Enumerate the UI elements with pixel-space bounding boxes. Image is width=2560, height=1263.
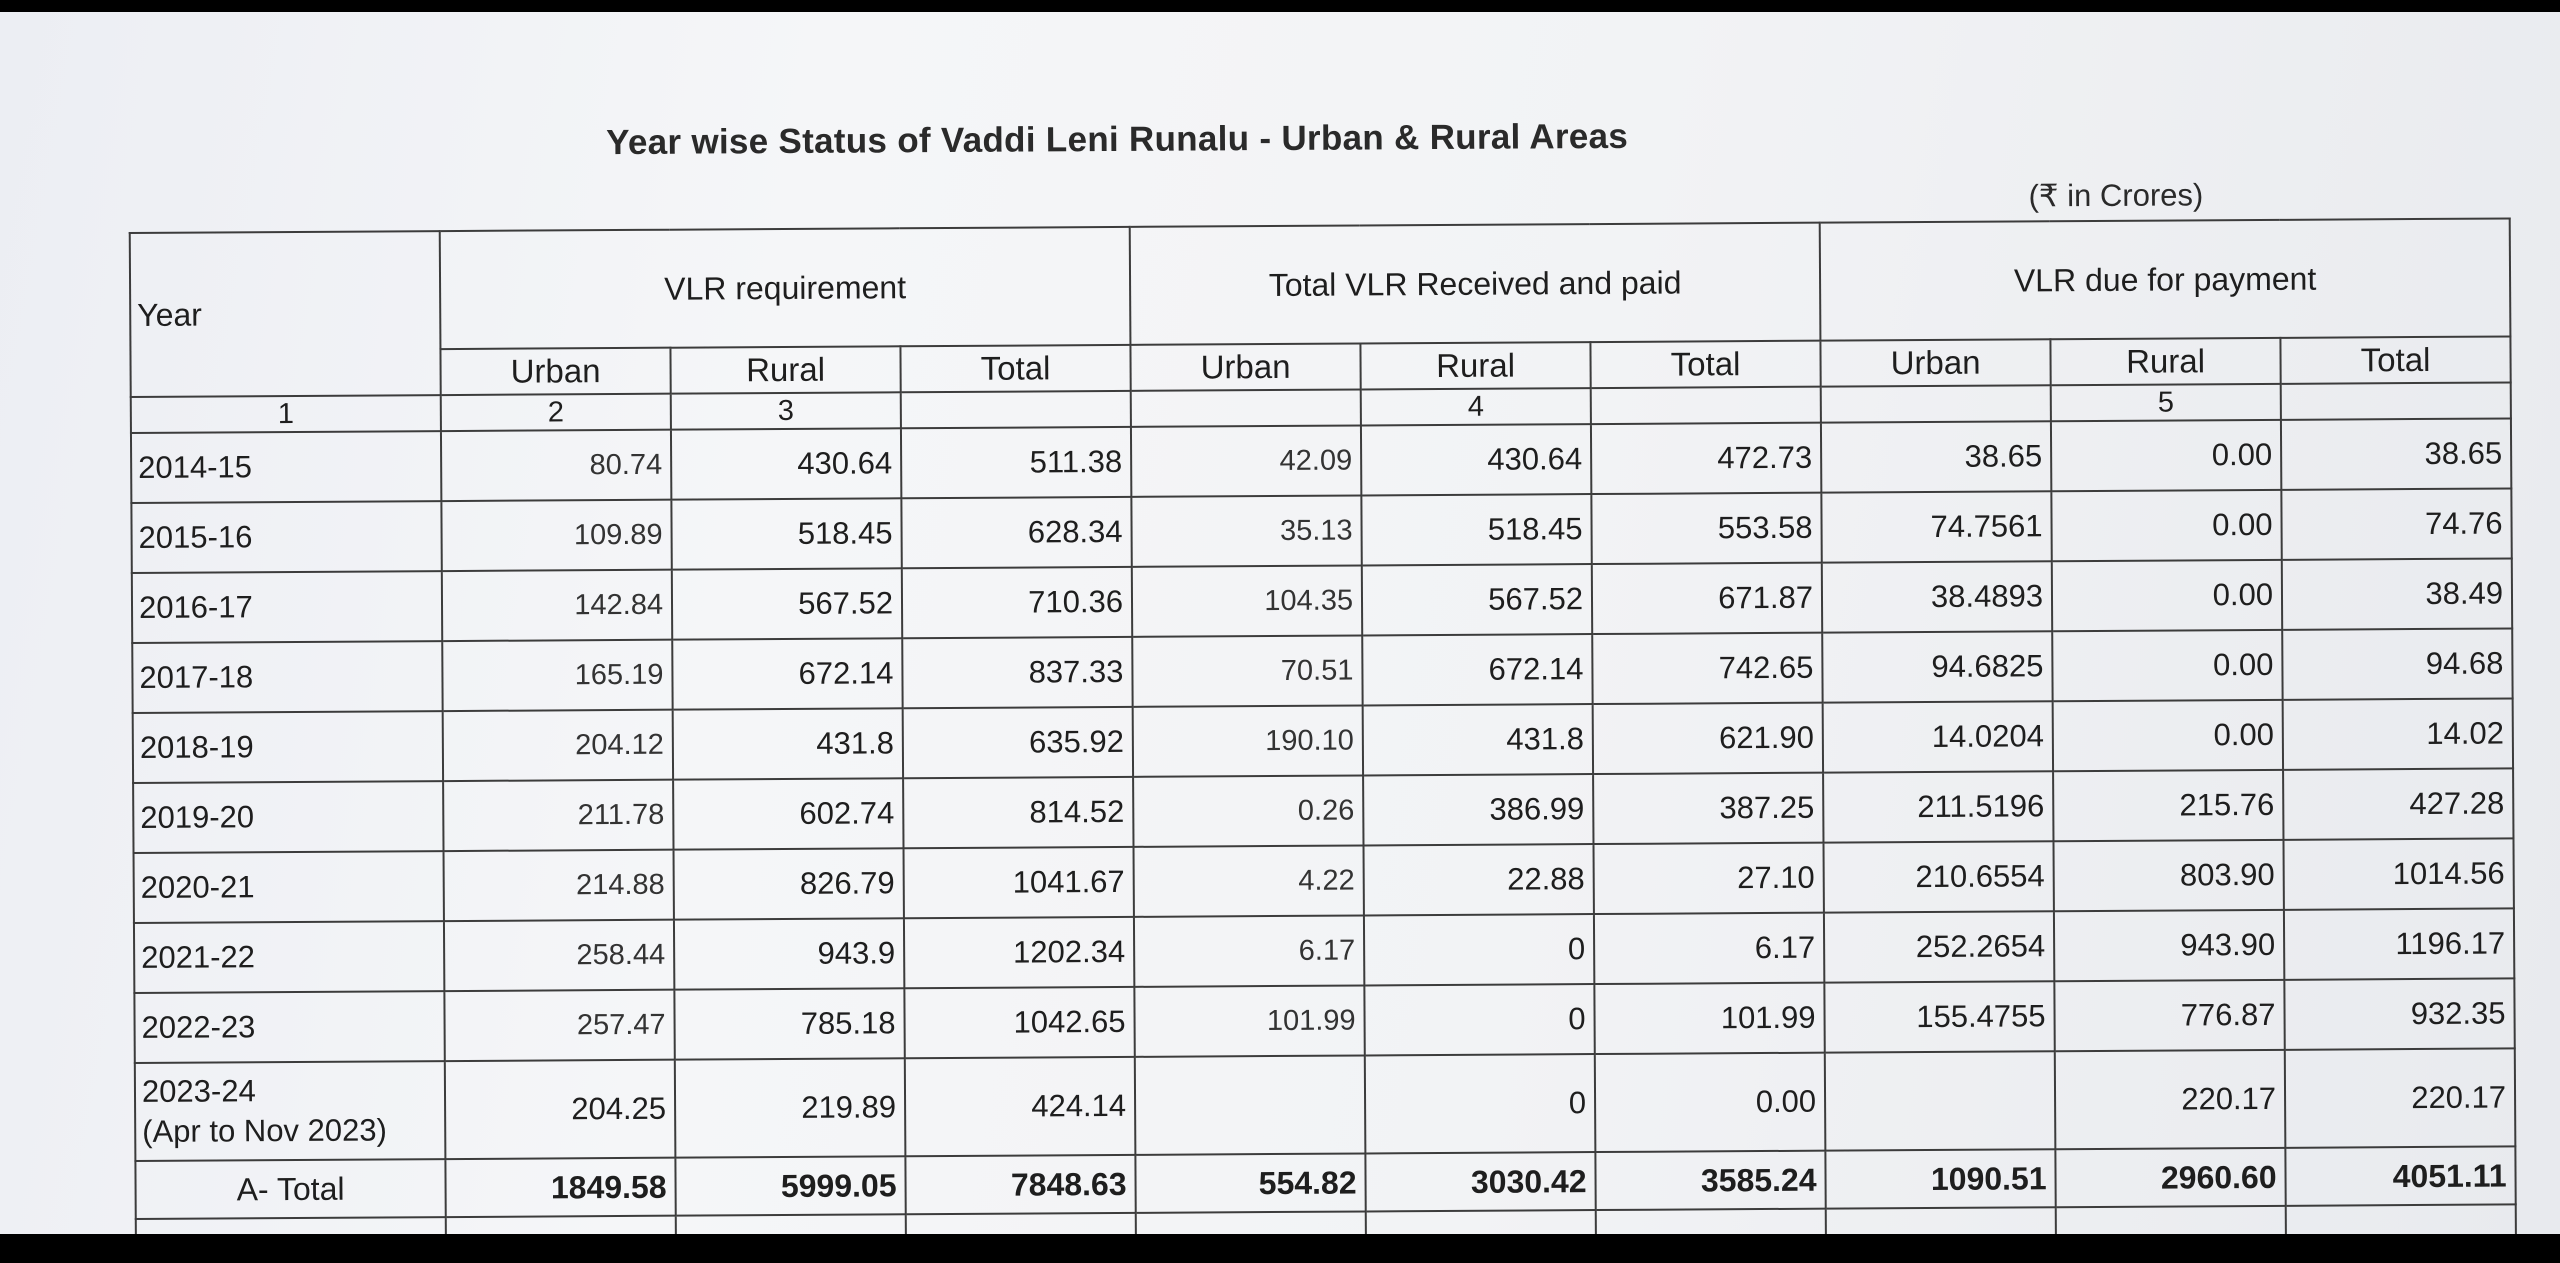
value-cell: 518.45 [1361, 494, 1591, 565]
sub-header-cell: Total [1590, 341, 1820, 388]
value-cell: 671.87 [1592, 563, 1822, 634]
column-number: 1 [131, 395, 441, 433]
value-cell: 567.52 [672, 568, 902, 639]
year-period: (Apr to Nov 2023) [142, 1112, 388, 1149]
empty-cell [1826, 1207, 2056, 1234]
value-cell: 14.02 [2283, 698, 2513, 769]
value-cell: 74.7561 [1821, 491, 2051, 562]
value-cell: 80.74 [441, 430, 671, 501]
year-cell: 2017-18 [132, 641, 442, 713]
sub-header-cell: Total [900, 345, 1130, 392]
value-cell: 6.17 [1594, 913, 1824, 984]
value-cell: 70.51 [1132, 635, 1362, 706]
value-cell: 101.99 [1134, 985, 1364, 1056]
value-cell: 215.76 [2053, 770, 2283, 841]
value-cell: 252.2654 [1824, 911, 2054, 982]
value-cell: 204.25 [445, 1060, 676, 1159]
value-cell: 0.00 [2051, 490, 2281, 561]
value-cell: 257.47 [444, 990, 674, 1061]
group-header-due: VLR due for payment [1820, 218, 2511, 340]
value-cell: 0 [1364, 984, 1594, 1055]
value-cell: 74.76 [2281, 488, 2511, 559]
year-label: 2023-24 [141, 1073, 256, 1109]
value-cell: 776.87 [2054, 980, 2284, 1051]
value-cell: 109.89 [441, 500, 671, 571]
total-cell: 1090.51 [1825, 1149, 2055, 1208]
value-cell: 155.4755 [1824, 981, 2054, 1052]
column-number: 2 [441, 394, 671, 431]
value-cell: 1042.65 [904, 987, 1134, 1058]
empty-cell [136, 1217, 446, 1234]
document-page [0, 12, 2560, 1234]
column-number-empty [1131, 389, 1361, 426]
total-cell: 4051.11 [2285, 1146, 2515, 1205]
value-cell: 567.52 [1362, 564, 1592, 635]
empty-cell [1366, 1210, 1596, 1234]
value-cell: 0 [1364, 914, 1594, 985]
value-cell: 142.84 [442, 570, 672, 641]
column-number-empty [901, 391, 1131, 428]
value-cell: 785.18 [674, 988, 904, 1059]
value-cell: 430.64 [671, 428, 901, 499]
sub-header-cell: Urban [1820, 339, 2050, 386]
total-cell: 2960.60 [2055, 1148, 2285, 1207]
total-label: A- Total [135, 1159, 445, 1219]
value-cell: 38.4893 [1822, 561, 2052, 632]
column-number: 3 [671, 392, 901, 429]
year-header: Year [130, 231, 441, 397]
value-cell: 672.14 [672, 638, 902, 709]
value-cell: 42.09 [1131, 425, 1361, 496]
value-cell: 94.6825 [1822, 631, 2052, 702]
value-cell: 211.5196 [1823, 771, 2053, 842]
column-number-empty [1591, 387, 1821, 424]
value-cell [1135, 1055, 1366, 1154]
year-cell: 2022-23 [134, 991, 444, 1063]
year-cell: 2021-22 [134, 921, 444, 993]
group-header-received-paid: Total VLR Received and paid [1130, 223, 1821, 345]
value-cell: 0.00 [2053, 700, 2283, 771]
year-cell: 2020-21 [134, 851, 444, 923]
value-cell: 1041.67 [904, 847, 1134, 918]
value-cell: 803.90 [2054, 840, 2284, 911]
value-cell: 472.73 [1591, 423, 1821, 494]
empty-cell [1596, 1209, 1826, 1234]
value-cell: 220.17 [2055, 1050, 2286, 1149]
sub-header-cell: Urban [440, 348, 670, 395]
vlr-status-table [129, 217, 2517, 1234]
value-cell: 553.58 [1591, 493, 1821, 564]
value-cell: 258.44 [444, 920, 674, 991]
year-cell: 2014-15 [131, 431, 441, 503]
value-cell: 932.35 [2284, 978, 2514, 1049]
value-cell: 710.36 [902, 567, 1132, 638]
value-cell: 210.6554 [1824, 841, 2054, 912]
value-cell: 190.10 [1133, 705, 1363, 776]
value-cell: 220.17 [2285, 1048, 2516, 1147]
unit-note: (₹ in Crores) [2028, 177, 2204, 214]
value-cell: 104.35 [1132, 565, 1362, 636]
value-cell: 742.65 [1592, 633, 1822, 704]
empty-cell [2286, 1204, 2516, 1234]
value-cell: 826.79 [674, 848, 904, 919]
value-cell: 431.8 [1363, 704, 1593, 775]
value-cell: 1014.56 [2284, 838, 2514, 909]
sub-header-cell: Rural [670, 346, 900, 393]
value-cell: 943.90 [2054, 910, 2284, 981]
value-cell: 518.45 [671, 498, 901, 569]
value-cell: 424.14 [905, 1057, 1136, 1156]
value-cell: 38.49 [2282, 558, 2512, 629]
value-cell: 387.25 [1593, 773, 1823, 844]
value-cell: 0.00 [2052, 630, 2282, 701]
sub-header-cell: Rural [2050, 338, 2280, 385]
value-cell: 0.00 [2051, 420, 2281, 491]
value-cell: 6.17 [1134, 915, 1364, 986]
value-cell: 35.13 [1131, 495, 1361, 566]
value-cell: 101.99 [1594, 983, 1824, 1054]
value-cell: 814.52 [903, 777, 1133, 848]
value-cell: 94.68 [2282, 628, 2512, 699]
column-number-empty [1821, 385, 2051, 422]
value-cell: 386.99 [1363, 774, 1593, 845]
value-cell: 22.88 [1364, 844, 1594, 915]
group-header-requirement: VLR requirement [440, 227, 1131, 349]
value-cell: 943.9 [674, 918, 904, 989]
year-cell: 2018-19 [133, 711, 443, 783]
value-cell: 427.28 [2283, 768, 2513, 839]
value-cell: 14.0204 [1823, 701, 2053, 772]
column-number-empty [2281, 382, 2511, 419]
group-header-row [130, 218, 2511, 351]
column-number: 5 [2051, 384, 2281, 421]
value-cell: 165.19 [442, 640, 672, 711]
total-cell: 3585.24 [1595, 1151, 1825, 1210]
value-cell: 0.00 [1595, 1053, 1826, 1152]
value-cell: 1196.17 [2284, 908, 2514, 979]
total-cell: 3030.42 [1365, 1152, 1595, 1211]
value-cell: 38.65 [2281, 418, 2511, 489]
value-cell: 672.14 [1362, 634, 1592, 705]
value-cell: 0 [1365, 1054, 1596, 1153]
value-cell: 602.74 [673, 778, 903, 849]
value-cell: 211.78 [443, 780, 673, 851]
year-cell: 2019-20 [133, 781, 443, 853]
sub-header-cell: Rural [1360, 342, 1590, 389]
value-cell: 4.22 [1134, 845, 1364, 916]
table-row-2023-24 [135, 1048, 2516, 1161]
value-cell: 214.88 [444, 850, 674, 921]
value-cell: 27.10 [1594, 843, 1824, 914]
year-cell: 2015-16 [131, 501, 441, 573]
document-content [128, 97, 2508, 1207]
value-cell: 621.90 [1593, 703, 1823, 774]
empty-cell [2056, 1206, 2286, 1234]
value-cell: 204.12 [443, 710, 673, 781]
year-cell [135, 1061, 446, 1161]
value-cell [1825, 1051, 2056, 1150]
total-cell: 5999.05 [675, 1156, 905, 1215]
sub-header-cell: Urban [1130, 343, 1360, 390]
value-cell: 38.65 [1821, 421, 2051, 492]
value-cell: 1202.34 [904, 917, 1134, 988]
total-cell: 1849.58 [445, 1158, 675, 1217]
value-cell: 628.34 [901, 497, 1131, 568]
empty-cell [1136, 1211, 1366, 1234]
value-cell: 431.8 [673, 708, 903, 779]
document-title: Year wise Status of Vaddi Leni Runalu - Urban & Rural Areas [606, 116, 1629, 163]
value-cell: 511.38 [901, 427, 1131, 498]
column-number: 4 [1361, 388, 1591, 425]
value-cell: 837.33 [902, 637, 1132, 708]
value-cell: 0.26 [1133, 775, 1363, 846]
year-cell: 2016-17 [132, 571, 442, 643]
value-cell: 0.00 [2052, 560, 2282, 631]
value-cell: 430.64 [1361, 424, 1591, 495]
total-cell: 7848.63 [905, 1155, 1135, 1214]
empty-cell [446, 1216, 676, 1234]
total-cell: 554.82 [1135, 1153, 1365, 1212]
empty-cell [676, 1214, 906, 1234]
value-cell: 219.89 [675, 1058, 906, 1157]
table-body [131, 418, 2515, 1063]
value-cell: 635.92 [903, 707, 1133, 778]
empty-cell [906, 1213, 1136, 1234]
sub-header-cell: Total [2280, 336, 2510, 383]
